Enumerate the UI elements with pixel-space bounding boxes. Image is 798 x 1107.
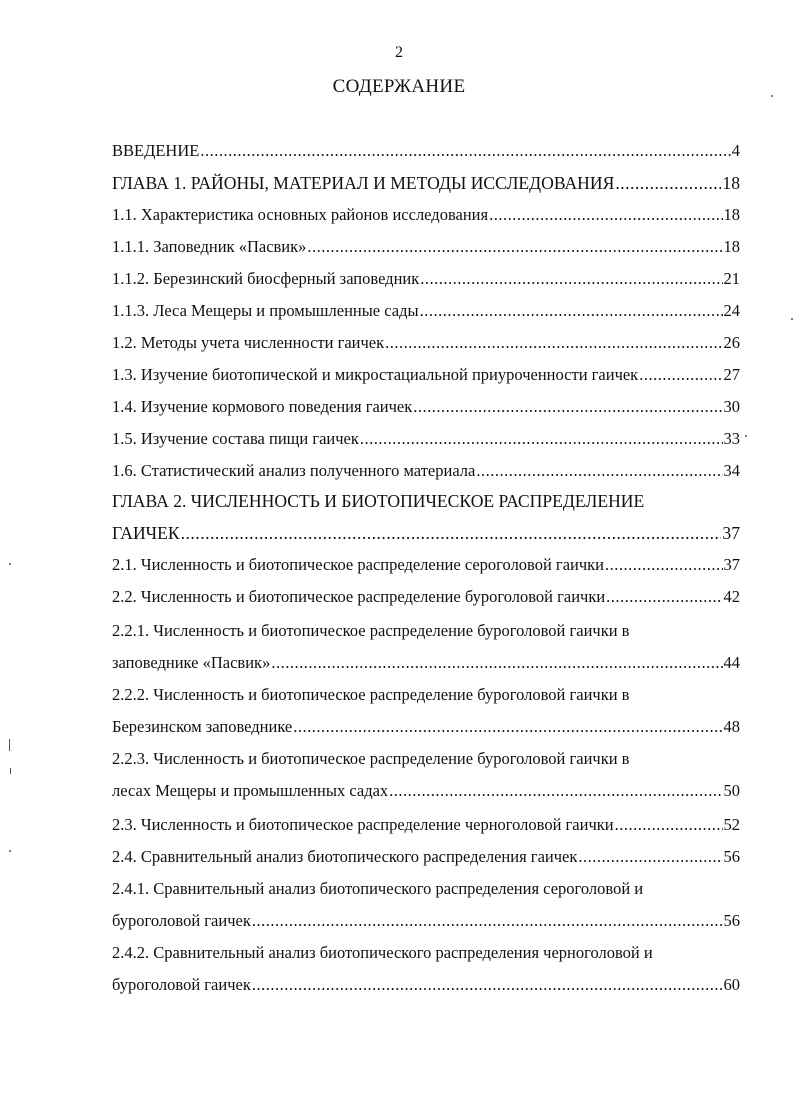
toc-leader-dots <box>476 458 722 484</box>
toc-leader-dots <box>413 394 722 420</box>
toc-entry-page: 37 <box>723 555 740 574</box>
toc-entry-page: 18 <box>723 205 740 224</box>
toc-entry <box>112 618 740 644</box>
toc-entry-label: ГЛАВА 2. ЧИСЛЕННОСТЬ И БИОТОПИЧЕСКОЕ РАСПРЕДЕЛЕНИЕ <box>112 491 645 511</box>
page-number: 2 <box>395 44 403 61</box>
toc-leader-dots <box>307 234 722 260</box>
toc-entry <box>112 458 740 484</box>
toc-entry-page: 56 <box>723 847 740 866</box>
toc-entry <box>112 812 740 838</box>
toc-entry-page: 18 <box>723 237 740 256</box>
toc-entry-label: 1.1. Характеристика основных районов исследования <box>112 205 489 224</box>
toc-entry-label: буроголовой гаичек <box>112 911 251 930</box>
toc-entry-label: 1.2. Методы учета численности гаичек <box>112 333 385 352</box>
toc-leader-dots <box>200 138 730 164</box>
toc-leader-dots <box>420 298 723 324</box>
toc-entry <box>112 844 740 870</box>
toc-entry-label: лесах Мещеры и промышленных садах <box>112 781 389 800</box>
toc-entry <box>112 266 740 292</box>
toc-entry <box>112 298 740 324</box>
scan-speck <box>9 563 11 565</box>
toc-entry <box>112 170 740 196</box>
toc-leader-dots <box>252 908 723 934</box>
toc-entry-label: 2.2.2. Численность и биотопическое распределение буроголовой гаички в <box>112 685 630 704</box>
toc-leader-dots <box>615 812 723 838</box>
toc-entry-label: 1.1.3. Леса Мещеры и промышленные сады <box>112 301 419 320</box>
toc-entry-page: 34 <box>723 461 740 480</box>
scan-speck <box>745 435 747 437</box>
toc-entry <box>112 520 740 546</box>
scan-speck <box>9 739 10 751</box>
toc-entry <box>112 362 740 388</box>
toc-entry-label: буроголовой гаичек <box>112 975 251 994</box>
toc-entry <box>112 584 740 610</box>
toc-leader-dots <box>639 362 722 388</box>
toc-leader-dots <box>489 202 722 228</box>
toc-entry <box>112 778 740 804</box>
toc-leader-dots <box>252 972 723 998</box>
toc-entry <box>112 714 740 740</box>
toc-leader-dots <box>615 170 721 196</box>
toc-entry-page: 44 <box>723 653 740 672</box>
toc-entry-label: 2.4.2. Сравнительный анализ биотопического распределения черноголовой и <box>112 943 653 962</box>
toc-entry <box>112 876 740 902</box>
toc-entry-page: 18 <box>722 173 740 193</box>
toc-entry-page: 27 <box>723 365 740 384</box>
toc-leader-dots <box>605 552 722 578</box>
toc-entry-label: 2.1. Численность и биотопическое распределение сероголовой гаички <box>112 555 605 574</box>
toc-entry-label: ГАИЧЕК <box>112 523 180 543</box>
scan-speck <box>9 850 11 852</box>
scan-speck <box>791 318 793 320</box>
toc-entry-page: 30 <box>723 397 740 416</box>
toc-entry <box>112 972 740 998</box>
toc-entry-page: 26 <box>723 333 740 352</box>
toc-leader-dots <box>181 520 722 546</box>
toc-entry-label: ГЛАВА 1. РАЙОНЫ, МАТЕРИАЛ И МЕТОДЫ ИССЛЕДОВАНИЯ <box>112 173 615 193</box>
toc-leader-dots <box>389 778 722 804</box>
toc-entry-page: 52 <box>723 815 740 834</box>
toc-entry-label: заповеднике «Пасвик» <box>112 653 271 672</box>
toc-entry <box>112 908 740 934</box>
toc-entry-label: 1.6. Статистический анализ полученного материала <box>112 461 476 480</box>
toc-entry <box>112 138 740 164</box>
toc-entry-label: 1.5. Изучение состава пищи гаичек <box>112 429 359 448</box>
toc-entry-label: ВВЕДЕНИЕ <box>112 141 200 160</box>
toc-entry-page: 50 <box>723 781 740 800</box>
scan-speck <box>771 95 773 97</box>
toc-entry-label: 1.1.1. Заповедник «Пасвик» <box>112 237 307 256</box>
toc-leader-dots <box>420 266 722 292</box>
toc-entry-label: 2.2.3. Численность и биотопическое распределение буроголовой гаички в <box>112 749 630 768</box>
toc-entry-label: 2.2.1. Численность и биотопическое распределение буроголовой гаички в <box>112 621 630 640</box>
toc-entry <box>112 746 740 772</box>
toc-entry-label: Березинском заповеднике <box>112 717 293 736</box>
toc-entry-label: 2.4. Сравнительный анализ биотопического распределения гаичек <box>112 847 578 866</box>
toc-entry-page: 33 <box>723 429 740 448</box>
toc-entry-label: 1.4. Изучение кормового поведения гаичек <box>112 397 413 416</box>
toc-leader-dots <box>385 330 722 356</box>
toc-entry <box>112 234 740 260</box>
toc-entry <box>112 426 740 452</box>
toc-entry-page: 48 <box>723 717 740 736</box>
toc-entry-page: 42 <box>723 587 740 606</box>
toc-entry <box>112 682 740 708</box>
toc-entry <box>112 488 740 514</box>
toc-leader-dots <box>293 714 722 740</box>
toc-leader-dots <box>271 650 722 676</box>
toc-entry-page: 37 <box>722 523 740 543</box>
toc-entry-page: 21 <box>723 269 740 288</box>
toc-entry-page: 24 <box>723 301 740 320</box>
toc-entry <box>112 940 740 966</box>
toc-entry-label: 2.2. Численность и биотопическое распределение буроголовой гаички <box>112 587 606 606</box>
toc-entry-label: 1.3. Изучение биотопической и микростациальной приуроченности гаичек <box>112 365 639 384</box>
scan-speck <box>10 768 11 774</box>
toc-leader-dots <box>606 584 722 610</box>
toc-entry-label: 2.4.1. Сравнительный анализ биотопического распределения сероголовой и <box>112 879 644 898</box>
toc-entry <box>112 330 740 356</box>
toc-leader-dots <box>578 844 722 870</box>
page-title: СОДЕРЖАНИЕ <box>332 76 466 97</box>
toc-entry-label: 1.1.2. Березинский биосферный заповедник <box>112 269 420 288</box>
toc-entry-page: 4 <box>731 141 740 160</box>
toc-leader-dots <box>360 426 723 452</box>
toc-entry-page: 60 <box>723 975 740 994</box>
toc-entry-page: 56 <box>723 911 740 930</box>
toc-entry <box>112 202 740 228</box>
toc-entry <box>112 650 740 676</box>
toc-entry <box>112 394 740 420</box>
toc-entry <box>112 552 740 578</box>
toc-entry-label: 2.3. Численность и биотопическое распределение черноголовой гаички <box>112 815 614 834</box>
